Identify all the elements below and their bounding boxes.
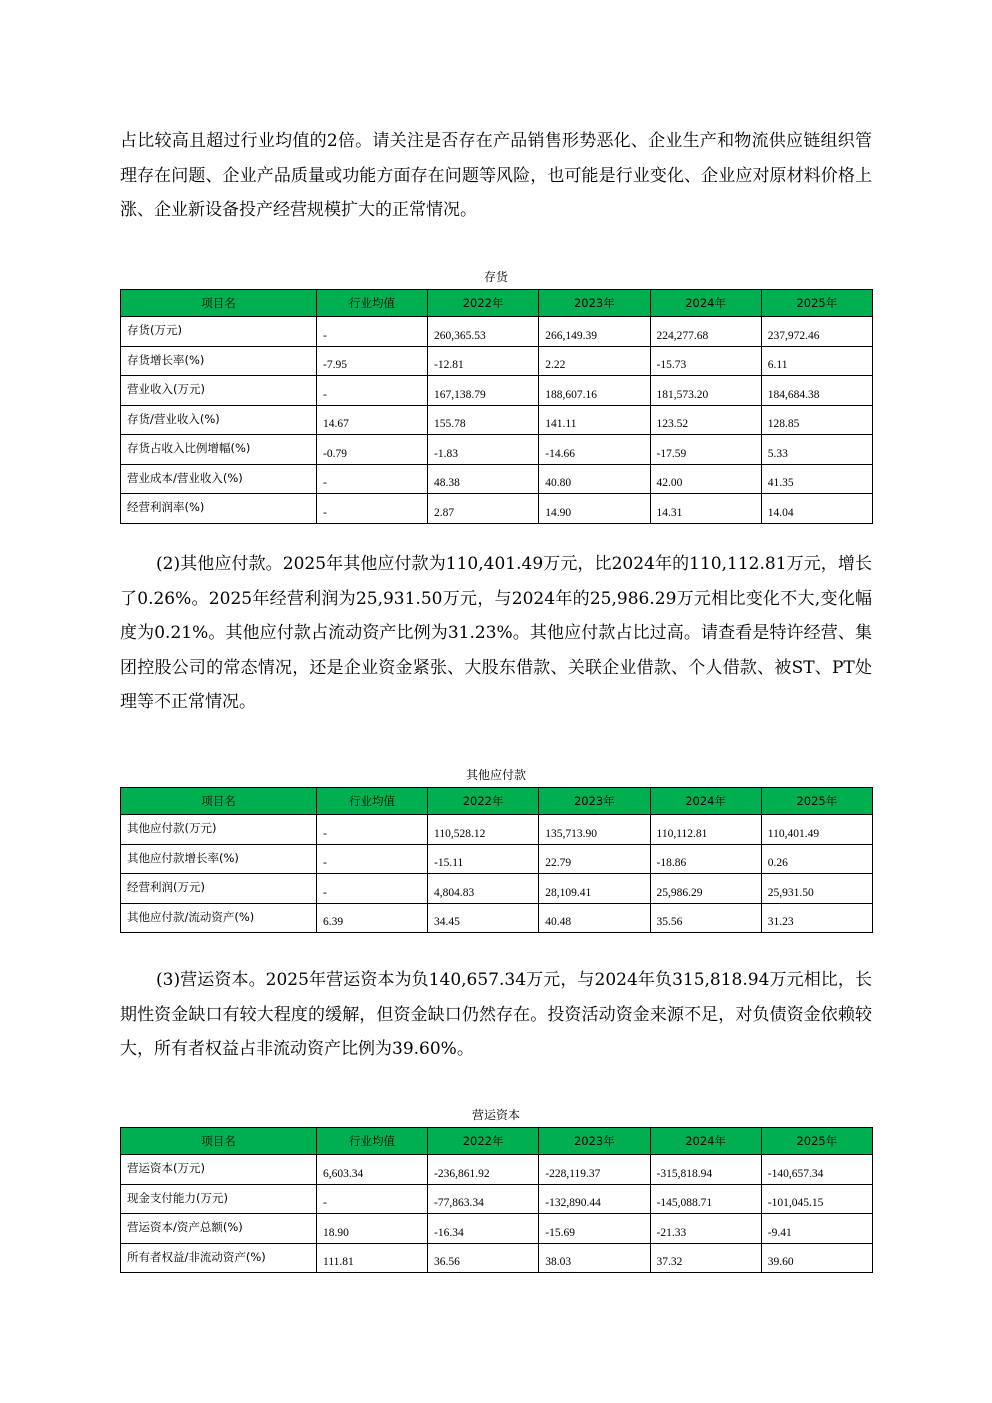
other-payables-paragraph: (2)其他应付款。2025年其他应付款为110,401.49万元，比2024年的110,112.81万元，增长了0.26%。2025年经营利润为25,931.50万元，与2024年的25,986.29万元相比变化不大,变化幅度为0.21%。其他应付款占流动资产比例为31.23%。其他应付款占比过高。请查看是特许经营、集团控股公司的常态情况，还是企业资金紧张、大股东借款、关联企业借款、个人借款、被ST、PT处理等不正常情况。 xyxy=(120,554,872,712)
table-cell: 266,149.39 xyxy=(539,317,650,347)
table-cell: 25,986.29 xyxy=(650,874,761,904)
table-cell: - xyxy=(317,494,428,524)
row-label: 营运资本/资产总额(%) xyxy=(121,1214,317,1244)
table-cell: 181,573.20 xyxy=(650,376,761,406)
table-cell: -9.41 xyxy=(761,1214,872,1244)
table-cell: 0.26 xyxy=(761,844,872,874)
table-cell: 22.79 xyxy=(539,844,650,874)
column-header: 项目名 xyxy=(121,290,317,317)
column-header: 行业均值 xyxy=(317,788,428,815)
table-cell: 38.03 xyxy=(539,1243,650,1273)
row-label: 所有者权益/非流动资产(%) xyxy=(121,1243,317,1273)
table-header-row xyxy=(121,290,873,317)
table-cell: -315,818.94 xyxy=(650,1155,761,1185)
table-row xyxy=(121,1243,873,1273)
row-label: 经营利润(万元) xyxy=(121,874,317,904)
column-header: 2022年 xyxy=(428,788,539,815)
table-cell: - xyxy=(317,464,428,494)
table-cell: 155.78 xyxy=(428,405,539,435)
column-header: 2022年 xyxy=(428,290,539,317)
table-cell: 42.00 xyxy=(650,464,761,494)
table-cell: 41.35 xyxy=(761,464,872,494)
table-cell: -140,657.34 xyxy=(761,1155,872,1185)
table-cell: 14.90 xyxy=(539,494,650,524)
table-cell: 188,607.16 xyxy=(539,376,650,406)
row-label: 存货(万元) xyxy=(121,317,317,347)
working-capital-paragraph: (3)营运资本。2025年营运资本为负140,657.34万元，与2024年负315,818.94万元相比，长期性资金缺口有较大程度的缓解，但资金缺口仍然存在。投资活动资金来源不足，对负债资金依赖较大，所有者权益占非流动资产比例为39.60%。 xyxy=(120,970,872,1059)
table-cell: 6.39 xyxy=(317,903,428,933)
row-label: 存货增长率(%) xyxy=(121,346,317,376)
column-header: 行业均值 xyxy=(317,290,428,317)
table-cell: -101,045.15 xyxy=(761,1184,872,1214)
table-cell: 39.60 xyxy=(761,1243,872,1273)
table-cell: 36.56 xyxy=(428,1243,539,1273)
other-payables-table xyxy=(120,787,873,933)
column-header: 2025年 xyxy=(761,290,872,317)
table-row xyxy=(121,1184,873,1214)
table-cell: 37.32 xyxy=(650,1243,761,1273)
table-row xyxy=(121,405,873,435)
table-row xyxy=(121,1155,873,1185)
table-cell: 110,528.12 xyxy=(428,815,539,845)
table-cell: -236,861.92 xyxy=(428,1155,539,1185)
table-cell: -7.95 xyxy=(317,346,428,376)
table-cell: 141.11 xyxy=(539,405,650,435)
table-row xyxy=(121,494,873,524)
row-label: 经营利润率(%) xyxy=(121,494,317,524)
table-cell: -15.73 xyxy=(650,346,761,376)
table-cell: 2.87 xyxy=(428,494,539,524)
row-label: 营业收入(万元) xyxy=(121,376,317,406)
table-cell: 6,603.34 xyxy=(317,1155,428,1185)
table-cell: 128.85 xyxy=(761,405,872,435)
column-header: 2023年 xyxy=(539,1128,650,1155)
table-cell: 123.52 xyxy=(650,405,761,435)
table-cell: - xyxy=(317,844,428,874)
table-cell: 14.04 xyxy=(761,494,872,524)
table-cell: 167,138.79 xyxy=(428,376,539,406)
row-label: 营运资本(万元) xyxy=(121,1155,317,1185)
table-cell: 237,972.46 xyxy=(761,317,872,347)
column-header: 2024年 xyxy=(650,788,761,815)
column-header: 2023年 xyxy=(539,290,650,317)
table-row xyxy=(121,317,873,347)
table-cell: - xyxy=(317,1184,428,1214)
table-cell: 28,109.41 xyxy=(539,874,650,904)
table-cell: - xyxy=(317,376,428,406)
table-cell: 40.48 xyxy=(539,903,650,933)
table-cell: -17.59 xyxy=(650,435,761,465)
table-caption-other-payables: 其他应付款 xyxy=(465,768,526,782)
column-header: 行业均值 xyxy=(317,1128,428,1155)
intro-paragraph: 占比较高且超过行业均值的2倍。请关注是否存在产品销售形势恶化、企业生产和物流供应链组织管理存在问题、企业产品质量或功能方面存在问题等风险，也可能是行业变化、企业应对原材料价格上涨、企业新设备投产经营规模扩大的正常情况。 xyxy=(120,131,872,220)
row-label: 其他应付款/流动资产(%) xyxy=(121,903,317,933)
table-cell: 184,684.38 xyxy=(761,376,872,406)
table-cell: 6.11 xyxy=(761,346,872,376)
column-header: 项目名 xyxy=(121,788,317,815)
table-cell: - xyxy=(317,815,428,845)
inventory-table xyxy=(120,289,873,524)
table-cell: -0.79 xyxy=(317,435,428,465)
table-cell: 110,112.81 xyxy=(650,815,761,845)
row-label: 营业成本/营业收入(%) xyxy=(121,464,317,494)
table-cell: 18.90 xyxy=(317,1214,428,1244)
table-cell: -15.11 xyxy=(428,844,539,874)
table-row xyxy=(121,874,873,904)
table-row xyxy=(121,844,873,874)
column-header: 2024年 xyxy=(650,1128,761,1155)
row-label: 现金支付能力(万元) xyxy=(121,1184,317,1214)
table-cell: 260,365.53 xyxy=(428,317,539,347)
column-header: 2024年 xyxy=(650,290,761,317)
table-cell: 40.80 xyxy=(539,464,650,494)
table-row xyxy=(121,346,873,376)
table-cell: -16.34 xyxy=(428,1214,539,1244)
table-cell: 111.81 xyxy=(317,1243,428,1273)
table-row xyxy=(121,815,873,845)
table-cell: -228,119.37 xyxy=(539,1155,650,1185)
row-label: 存货/营业收入(%) xyxy=(121,405,317,435)
table-cell: 48.38 xyxy=(428,464,539,494)
table-cell: -18.86 xyxy=(650,844,761,874)
table-row xyxy=(121,1214,873,1244)
table-cell: - xyxy=(317,874,428,904)
table-cell: 2.22 xyxy=(539,346,650,376)
table-cell: 135,713.90 xyxy=(539,815,650,845)
table-cell: -145,088.71 xyxy=(650,1184,761,1214)
table-caption-working-capital: 营运资本 xyxy=(471,1108,520,1122)
table-cell: -12.81 xyxy=(428,346,539,376)
table-row xyxy=(121,435,873,465)
table-cell: 14.31 xyxy=(650,494,761,524)
table-cell: 25,931.50 xyxy=(761,874,872,904)
table-cell: 34.45 xyxy=(428,903,539,933)
table-header-row xyxy=(121,1128,873,1155)
table-cell: 31.23 xyxy=(761,903,872,933)
table-cell: 5.33 xyxy=(761,435,872,465)
row-label: 存货占收入比例增幅(%) xyxy=(121,435,317,465)
table-cell: 35.56 xyxy=(650,903,761,933)
column-header: 2022年 xyxy=(428,1128,539,1155)
table-cell: -15.69 xyxy=(539,1214,650,1244)
column-header: 项目名 xyxy=(121,1128,317,1155)
column-header: 2025年 xyxy=(761,1128,872,1155)
row-label: 其他应付款(万元) xyxy=(121,815,317,845)
column-header: 2025年 xyxy=(761,788,872,815)
table-cell: - xyxy=(317,317,428,347)
table-cell: -1.83 xyxy=(428,435,539,465)
working-capital-table xyxy=(120,1127,873,1273)
table-cell: 224,277.68 xyxy=(650,317,761,347)
column-header: 2023年 xyxy=(539,788,650,815)
table-cell: 4,804.83 xyxy=(428,874,539,904)
table-cell: 110,401.49 xyxy=(761,815,872,845)
table-cell: -14.66 xyxy=(539,435,650,465)
table-cell: -21.33 xyxy=(650,1214,761,1244)
table-cell: 14.67 xyxy=(317,405,428,435)
table-row xyxy=(121,464,873,494)
row-label: 其他应付款增长率(%) xyxy=(121,844,317,874)
table-row xyxy=(121,376,873,406)
table-header-row xyxy=(121,788,873,815)
table-cell: -132,890.44 xyxy=(539,1184,650,1214)
table-cell: -77,863.34 xyxy=(428,1184,539,1214)
table-row xyxy=(121,903,873,933)
table-caption-inventory: 存货 xyxy=(483,270,508,284)
